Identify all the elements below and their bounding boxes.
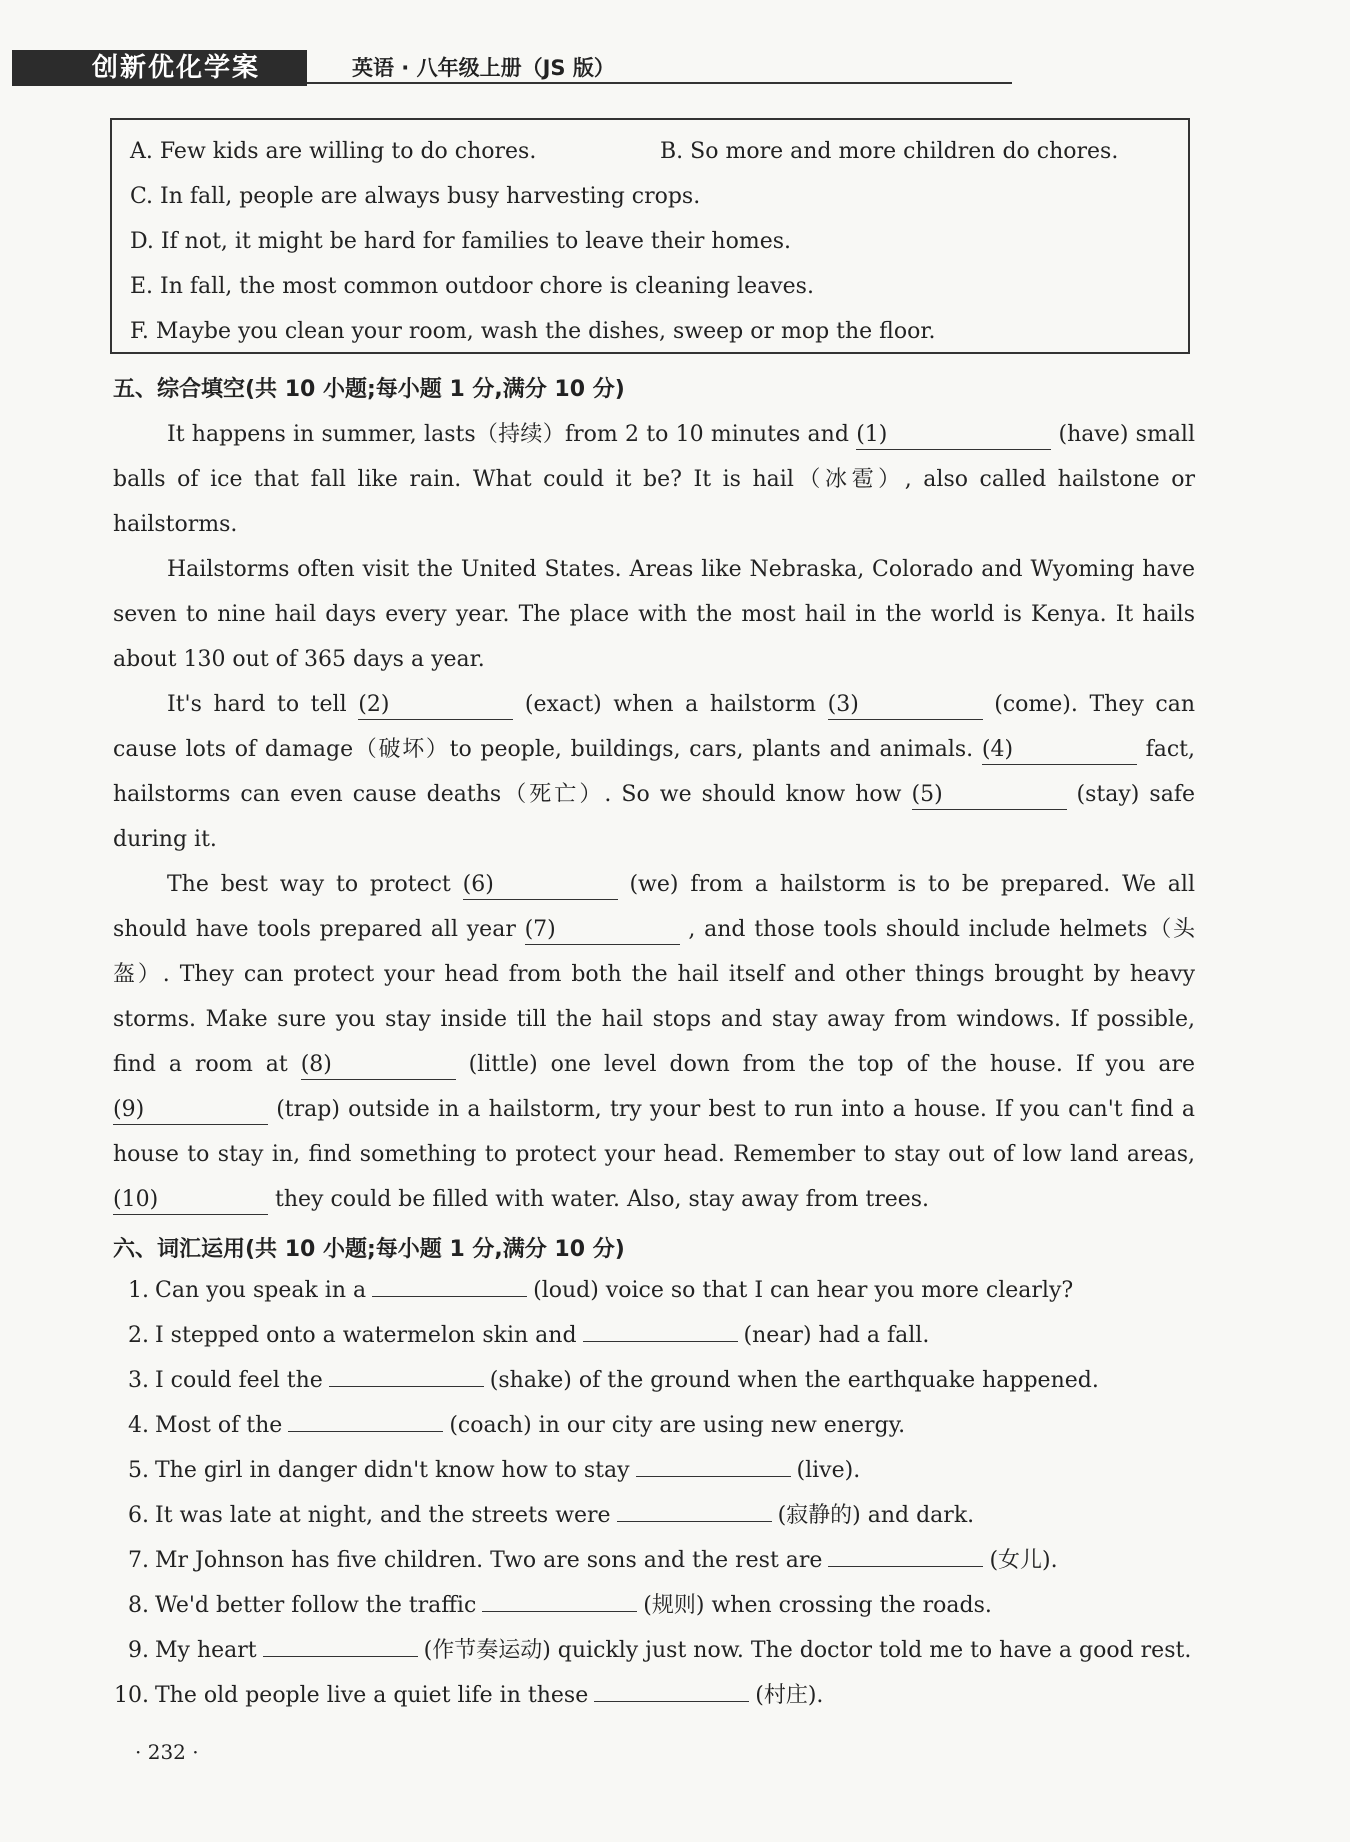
options-box (110, 118, 1190, 354)
text: (exact) when a hailstorm (524, 692, 817, 717)
paragraph-3 (113, 682, 1195, 862)
item-hint: (女儿). (989, 1548, 1058, 1573)
section-5-title: 五、综合填空(共 10 小题;每小题 1 分,满分 10 分) (113, 377, 625, 402)
text: fact, hailstorms can even cause deaths（死亡）. So we should know how (113, 737, 1195, 807)
item-number: 10. (114, 1683, 149, 1708)
item-number: 8. (128, 1593, 149, 1618)
vocab-item (113, 1313, 1213, 1358)
item-number: 5. (128, 1458, 149, 1483)
answer-blank[interactable] (263, 1628, 418, 1657)
header-rule (307, 82, 1012, 84)
text: , and those tools should include helmets（头盔）. They can protect your head from both the hail itself and other things brought by heavy storms. Make sure you stay inside till the hail stops and stay away from windows. If possible, find a room at (113, 917, 1195, 1077)
item-number: 7. (128, 1548, 149, 1573)
item-text: Mr Johnson has five children. Two are sons and the rest are (155, 1548, 823, 1573)
option-e: E. In fall, the most common outdoor chore is cleaning leaves. (130, 274, 814, 299)
item-text: Most of the (155, 1413, 283, 1438)
paragraph-2: Hailstorms often visit the United States. Areas like Nebraska, Colorado and Wyoming have seven to nine hail days every year. The place with the most hail in the world is Kenya. It hails about 130 out of 365 days a year. (113, 557, 1195, 672)
answer-blank[interactable] (372, 1268, 527, 1297)
item-text: Can you speak in a (155, 1278, 367, 1303)
item-text: I could feel the (155, 1368, 323, 1393)
item-number: 9. (128, 1638, 149, 1663)
option-row (130, 179, 1188, 224)
item-number: 1. (128, 1278, 149, 1303)
text: (stay) safe during it. (113, 782, 1195, 852)
cloze-passage (113, 412, 1195, 1222)
option-row (130, 269, 1188, 314)
blank-10[interactable]: (10) (113, 1186, 268, 1215)
item-hint: (near) had a fall. (743, 1323, 930, 1348)
option-row (130, 224, 1188, 269)
text: (come). They can cause lots of damage（破坏）to people, buildings, cars, plants and animals. (113, 692, 1195, 762)
paragraph-1 (113, 412, 1195, 547)
option-d: D. If not, it might be hard for families to leave their homes. (130, 229, 792, 254)
item-hint: (live). (796, 1458, 861, 1483)
blank-5[interactable]: (5) (912, 781, 1067, 810)
vocab-item (113, 1268, 1213, 1313)
vocab-item (113, 1673, 1213, 1718)
option-b: B. So more and more children do chores. (660, 139, 1119, 164)
blank-2[interactable]: (2) (358, 691, 513, 720)
vocab-item (113, 1493, 1213, 1538)
text: (trap) outside in a hailstorm, try your best to run into a house. If you can't find a house to stay in, find something to protect your head. Remember to stay out of low land areas, (113, 1097, 1195, 1167)
item-number: 3. (128, 1368, 149, 1393)
blank-6[interactable]: (6) (463, 871, 618, 900)
vocab-item (113, 1583, 1213, 1628)
item-hint: (规则) when crossing the roads. (643, 1593, 992, 1618)
text: It's hard to tell (167, 692, 347, 717)
text: (little) one level down from the top of the house. If you are (468, 1052, 1195, 1077)
option-a: A. Few kids are willing to do chores. (130, 139, 537, 164)
item-hint: (作节奏运动) quickly just now. The doctor told me to have a good rest. (423, 1638, 1192, 1663)
brand-banner: 创新优化学案 (12, 50, 307, 86)
item-hint: (shake) of the ground when the earthquake happened. (489, 1368, 1099, 1393)
page-header (12, 50, 1012, 90)
item-text: The old people live a quiet life in these (155, 1683, 589, 1708)
option-row (130, 134, 1188, 179)
vocabulary-list (113, 1268, 1213, 1718)
item-hint: (寂静的) and dark. (777, 1503, 975, 1528)
item-hint: (loud) voice so that I can hear you more clearly? (533, 1278, 1074, 1303)
section-6-title: 六、词汇运用(共 10 小题;每小题 1 分,满分 10 分) (113, 1237, 625, 1262)
vocab-item (113, 1448, 1213, 1493)
option-row (130, 314, 1188, 359)
answer-blank[interactable] (617, 1493, 772, 1522)
item-hint: (村庄). (755, 1683, 824, 1708)
item-text: I stepped onto a watermelon skin and (155, 1323, 577, 1348)
option-c: C. In fall, people are always busy harvesting crops. (130, 184, 701, 209)
item-text: We'd better follow the traffic (155, 1593, 477, 1618)
blank-7[interactable]: (7) (525, 916, 680, 945)
vocab-item (113, 1538, 1213, 1583)
answer-blank[interactable] (583, 1313, 738, 1342)
text: It happens in summer, lasts（持续）from 2 to 10 minutes and (167, 422, 849, 447)
blank-4[interactable]: (4) (982, 736, 1137, 765)
item-number: 4. (128, 1413, 149, 1438)
item-number: 6. (128, 1503, 149, 1528)
item-hint: (coach) in our city are using new energy. (449, 1413, 906, 1438)
page-number: · 232 · (135, 1740, 199, 1764)
blank-8[interactable]: (8) (301, 1051, 456, 1080)
answer-blank[interactable] (636, 1448, 791, 1477)
answer-blank[interactable] (828, 1538, 983, 1567)
text: (we) from a hailstorm is to be prepared. We all should have tools prepared all year (113, 872, 1195, 942)
item-text: It was late at night, and the streets were (155, 1503, 611, 1528)
answer-blank[interactable] (482, 1583, 637, 1612)
text: (have) small balls of ice that fall like rain. What could it be? It is hail（冰雹）, also called hailstone or hailstorms. (113, 422, 1196, 537)
blank-1[interactable]: (1) (856, 421, 1051, 450)
vocab-item (113, 1358, 1213, 1403)
vocab-item (113, 1403, 1213, 1448)
vocab-item (113, 1628, 1213, 1673)
blank-9[interactable]: (9) (113, 1096, 268, 1125)
answer-blank[interactable] (594, 1673, 749, 1702)
paragraph-4 (113, 862, 1195, 1222)
item-number: 2. (128, 1323, 149, 1348)
answer-blank[interactable] (288, 1403, 443, 1432)
text: they could be filled with water. Also, stay away from trees. (275, 1187, 930, 1212)
item-text: My heart (155, 1638, 257, 1663)
item-text: The girl in danger didn't know how to stay (155, 1458, 630, 1483)
book-title: 英语 · 八年级上册（JS 版） (352, 56, 615, 80)
option-f: F. Maybe you clean your room, wash the dishes, sweep or mop the floor. (130, 319, 936, 344)
blank-3[interactable]: (3) (828, 691, 983, 720)
text: The best way to protect (167, 872, 451, 897)
answer-blank[interactable] (329, 1358, 484, 1387)
